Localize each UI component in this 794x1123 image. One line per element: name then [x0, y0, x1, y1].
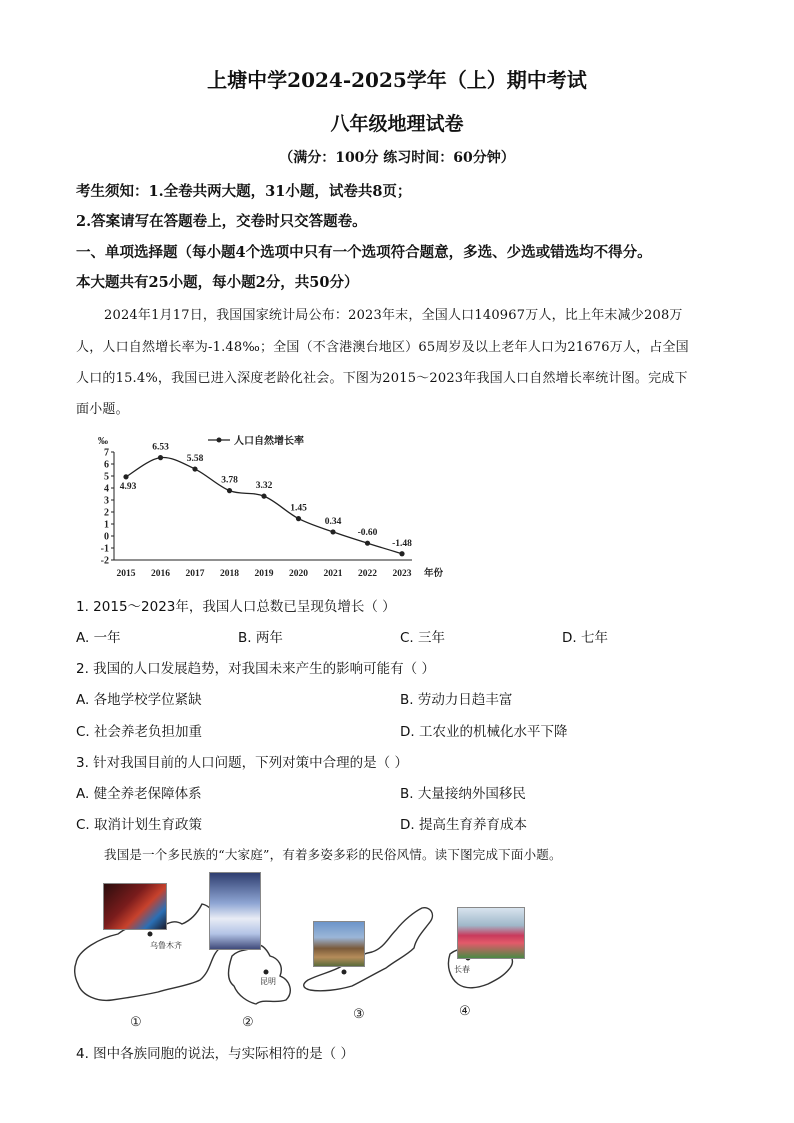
korean-dance-photo	[457, 907, 525, 959]
exam-subtitle: 八年级地理试卷	[330, 113, 464, 135]
data-point-2022	[365, 541, 370, 546]
yunnan-map-outline	[229, 945, 291, 1004]
urumqi-marker	[148, 932, 153, 937]
y-tick-label: 4	[104, 483, 109, 495]
dai-peacock-dance-photo	[209, 872, 261, 950]
y-axis-unit: ‰	[98, 436, 108, 447]
mongolian-wrestling-photo	[313, 921, 365, 967]
question-1-stem: 1. 2015～2023年，我国人口总数已呈现负增长（ ）	[76, 599, 396, 615]
map-number-4: ④	[459, 1003, 471, 1018]
x-tick-label: 2018	[220, 569, 239, 579]
x-tick-label: 2016	[151, 569, 170, 579]
legend-label: 人口自然增长率	[234, 436, 304, 447]
passage-2: 我国是一个多民族的“大家庭”，有着多姿多彩的民俗风情。读下图完成下面小题。	[104, 847, 562, 862]
notice-line-2: 2.答案请写在答题卷上，交卷时只交答题卷。	[76, 213, 367, 230]
passage1-line-1: 2024年1月17日，我国国家统计局公布：2023年末，全国人口140967万人，比上年末减少208万	[104, 308, 683, 323]
x-tick-label: 2022	[358, 569, 377, 579]
q2-option-c[interactable]: C. 社会养老负担加重	[76, 724, 203, 740]
data-label-2015: 4.93	[119, 481, 137, 492]
series-line-natural-growth	[126, 457, 402, 553]
map-label-changchun: 长春	[454, 965, 470, 974]
data-label-2017: 5.58	[186, 454, 204, 465]
y-tick-label: 0	[104, 531, 109, 543]
data-point-2018	[227, 488, 232, 493]
x-tick-label: 2019	[254, 569, 274, 579]
y-tick-label: 2	[104, 507, 109, 519]
q1-option-b[interactable]: B. 两年	[238, 630, 283, 646]
x-tick-label: 2015	[116, 569, 136, 579]
y-tick-label: 7	[104, 447, 109, 459]
data-point-2016	[158, 455, 163, 460]
q2-option-d[interactable]: D. 工农业的机械化水平下降	[400, 724, 568, 740]
q2-option-b[interactable]: B. 劳动力日趋丰富	[400, 692, 513, 708]
data-point-2021	[330, 529, 335, 534]
map-number-2: ②	[242, 1014, 254, 1029]
y-tick-label: -1	[100, 543, 109, 555]
x-tick-label: 2017	[185, 569, 205, 579]
data-label-2016: 6.53	[152, 442, 169, 453]
y-tick-label: 3	[104, 495, 109, 507]
question-4-stem: 4. 图中各族同胞的说法，与实际相符的是（ ）	[76, 1046, 354, 1062]
data-label-2021: 0.34	[324, 516, 342, 527]
data-point-2017	[192, 466, 197, 471]
y-tick-label: 5	[104, 471, 109, 483]
exam-info: （满分：100分 练习时间：60分钟）	[279, 150, 515, 166]
uyghur-dance-photo	[103, 883, 167, 930]
q3-option-a[interactable]: A. 健全养老保障体系	[76, 786, 202, 802]
data-point-2020	[296, 516, 301, 521]
q3-option-c[interactable]: C. 取消计划生育政策	[76, 817, 203, 833]
y-tick-label: -2	[100, 555, 109, 567]
q2-option-a[interactable]: A. 各地学校学位紧缺	[76, 692, 202, 708]
legend-marker	[217, 438, 222, 443]
q3-option-d[interactable]: D. 提高生育养育成本	[400, 817, 527, 833]
x-tick-label: 2023	[392, 569, 412, 579]
x-axis-unit: 年份	[424, 569, 444, 579]
data-label-2019: 3.32	[255, 481, 273, 492]
x-tick-label: 2020	[289, 569, 308, 579]
map-number-3: ③	[353, 1006, 365, 1021]
map-label-kunming: 昆明	[260, 977, 276, 986]
q1-option-a[interactable]: A. 一年	[76, 630, 121, 646]
population-growth-chart	[88, 430, 468, 585]
hohhot-marker	[342, 970, 347, 975]
data-label-2023: -1.48	[392, 538, 412, 549]
question-3-stem: 3. 针对我国目前的人口问题，下列对策中合理的是（ ）	[76, 755, 408, 771]
passage1-line-2: 人，人口自然增长率为-1.48‰；全国（不含港澳台地区）65周岁及以上老年人口为21676万人，占全国	[76, 340, 689, 355]
exam-title: 上塘中学2024-2025学年（上）期中考试	[207, 68, 587, 92]
q3-option-b[interactable]: B. 大量接纳外国移民	[400, 786, 526, 802]
data-label-2020: 1.45	[290, 503, 307, 514]
y-tick-label: 6	[104, 459, 109, 471]
data-point-2023	[399, 551, 404, 556]
y-tick-label: 1	[104, 519, 109, 531]
data-point-2015	[123, 474, 128, 479]
section-heading-2: 本大题共有25小题，每小题2分，共50分）	[76, 274, 359, 291]
data-label-2018: 3.78	[221, 475, 238, 486]
passage1-line-3: 人口的15.4%，我国已进入深度老龄化社会。下图为2015～2023年我国人口自然增长率统计图。完成下	[76, 371, 688, 386]
kunming-marker	[264, 970, 269, 975]
notice-line-1: 考生须知：1.全卷共两大题，31小题，试卷共8页；	[76, 183, 412, 200]
q1-option-d[interactable]: D. 七年	[562, 630, 608, 646]
q1-option-c[interactable]: C. 三年	[400, 630, 446, 646]
x-tick-label: 2021	[323, 569, 343, 579]
data-label-2022: -0.60	[357, 528, 378, 539]
section-heading-1: 一、单项选择题（每小题4个选项中只有一个选项符合题意，多选、少选或错选均不得分。	[76, 244, 652, 261]
map-number-1: ①	[130, 1014, 142, 1029]
question-2-stem: 2. 我国的人口发展趋势，对我国未来产生的影响可能有（ ）	[76, 661, 435, 677]
map-label-urumqi: 乌鲁木齐	[150, 941, 182, 950]
data-point-2019	[261, 494, 266, 499]
passage1-line-4: 面小题。	[76, 402, 129, 417]
